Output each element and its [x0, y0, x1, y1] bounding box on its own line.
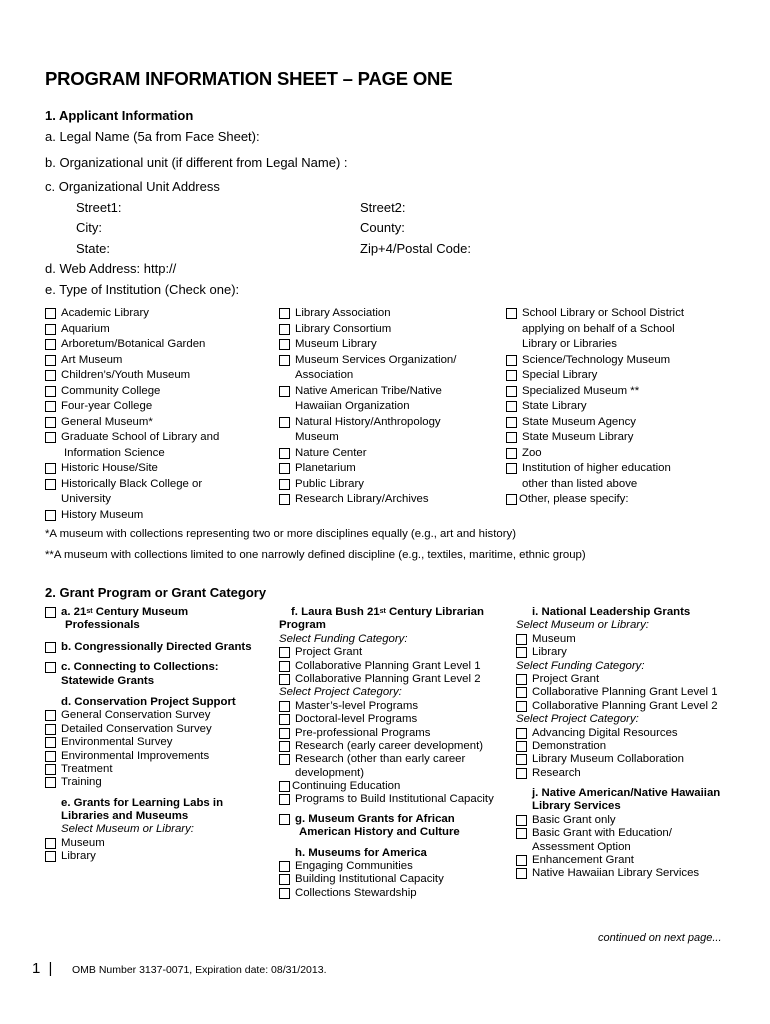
checkbox[interactable]: [45, 777, 56, 788]
checkbox[interactable]: [279, 701, 290, 712]
list-item[interactable]: Library Association: [279, 306, 456, 322]
address-label: c. Organizational Unit Address: [45, 179, 220, 194]
checkbox[interactable]: [516, 687, 527, 698]
grant-heading-j: j. Native American/Native Hawaiian: [532, 787, 721, 800]
grant-heading-e: e. Grants for Learning Labs in: [61, 796, 224, 809]
list-item[interactable]: Research (early career development): [279, 740, 494, 753]
checkbox[interactable]: [279, 647, 290, 658]
checkbox[interactable]: [45, 737, 56, 748]
checkbox[interactable]: [45, 710, 56, 721]
list-item[interactable]: Research: [516, 767, 720, 780]
checkbox[interactable]: [45, 401, 56, 412]
list-item-continued: development): [295, 766, 365, 779]
list-item[interactable]: Library Museum Collaboration: [516, 753, 720, 766]
checkbox[interactable]: [516, 815, 527, 826]
list-item[interactable]: Native American Tribe/Native: [279, 384, 456, 400]
list-item[interactable]: Public Library: [279, 477, 456, 493]
checkbox[interactable]: [45, 463, 56, 474]
checkbox[interactable]: [516, 674, 527, 685]
checkbox[interactable]: [279, 861, 290, 872]
checkbox[interactable]: [279, 463, 290, 474]
checkbox[interactable]: [279, 814, 290, 825]
grant-heading-d: d. Conservation Project Support: [61, 695, 236, 708]
org-unit-label: b. Organizational unit (if different from Legal Name) :: [45, 155, 348, 170]
checkbox[interactable]: [279, 494, 290, 505]
checkbox[interactable]: [279, 754, 290, 765]
checkbox[interactable]: [506, 463, 517, 474]
institution-column-2: [279, 306, 456, 508]
checkbox[interactable]: [45, 607, 56, 618]
list-item[interactable]: Research (other than early career: [279, 753, 494, 766]
checkbox[interactable]: [45, 417, 56, 428]
list-item[interactable]: Project Grant: [279, 646, 494, 659]
grant-option-a[interactable]: a. 21st Century Museum: [45, 606, 252, 619]
checkbox[interactable]: [279, 714, 290, 725]
list-item[interactable]: Detailed Conservation Survey: [45, 723, 252, 736]
list-item[interactable]: History Museum: [45, 508, 219, 524]
checkbox[interactable]: [506, 432, 517, 443]
city-label: City:: [76, 220, 102, 235]
list-item-continued: Information Science: [64, 446, 165, 459]
checkbox[interactable]: [45, 851, 56, 862]
checkbox[interactable]: [45, 764, 56, 775]
checkbox[interactable]: [279, 741, 290, 752]
list-item[interactable]: Children’s/Youth Museum: [45, 368, 219, 384]
list-item[interactable]: Research Library/Archives: [279, 492, 456, 508]
checkbox[interactable]: [45, 386, 56, 397]
footnote-general-museum: *A museum with collections representing two or more disciplines equally (e.g., art and history): [45, 528, 517, 540]
grant-column-1: a. 21st Century Museum Professionals b. Congressionally Directed Grants c. Connecting to Collections: Statewide Grants d. Conservation Project Support General Conservation Survey Detailed Conservation Survey Environmental Survey Environmental Improvements Treatment Training e. Grants for Learning Labs in Libraries and Museums Select Museum or Library: Museum Library: [45, 606, 252, 864]
list-item[interactable]: Science/Technology Museum: [506, 353, 684, 369]
section-1-heading: 1. Applicant Information: [45, 108, 194, 123]
institution-type-label: e. Type of Institution (Check one):: [45, 282, 240, 297]
checkbox[interactable]: [506, 355, 517, 366]
list-item[interactable]: Demonstration: [516, 740, 720, 753]
list-item-continued: Hawaiian Organization: [295, 400, 410, 412]
checkbox[interactable]: [45, 308, 56, 319]
checkbox[interactable]: [279, 308, 290, 319]
list-item-continued: Association: [295, 369, 354, 381]
grant-option-b[interactable]: b. Congressionally Directed Grants: [45, 641, 252, 654]
list-item[interactable]: Institution of higher education: [506, 461, 684, 477]
list-item[interactable]: Programs to Build Institutional Capacity: [279, 793, 494, 806]
list-item[interactable]: Special Library: [506, 368, 684, 384]
checkbox[interactable]: [506, 386, 517, 397]
checkbox[interactable]: [279, 728, 290, 739]
checkbox[interactable]: [45, 339, 56, 350]
grant-column-2: f. Laura Bush 21st Century Librarian Program Select Funding Category: Project Grant Collaborative Planning Grant Level 1 Collaborative Planning Grant Level 2 Select Project Category: Master’s-level Programs Doctoral-level Programs Pre-professional Programs Research (early career development) Research (other than early career development) Continuing Education Programs to Build Institutional Capacity g. Museum Grants for African American History and Culture h. Museums for America Engaging Communities Building Institutional Capacity Collections Stewardship: [279, 606, 494, 899]
checkbox[interactable]: [279, 794, 290, 805]
list-item[interactable]: Other, please specify:: [506, 492, 684, 508]
list-item-continued: Assessment Option: [532, 840, 631, 853]
grant-option-g[interactable]: g. Museum Grants for African: [279, 813, 494, 826]
list-item[interactable]: State Museum Agency: [506, 415, 684, 431]
checkbox[interactable]: [279, 674, 290, 685]
list-item[interactable]: Building Institutional Capacity: [279, 873, 494, 886]
checkbox[interactable]: [516, 647, 527, 658]
list-item[interactable]: Museum Library: [279, 337, 456, 353]
checkbox[interactable]: [516, 741, 527, 752]
checkbox[interactable]: [506, 308, 517, 319]
list-item[interactable]: Nature Center: [279, 446, 456, 462]
zip-label: Zip+4/Postal Code:: [360, 241, 471, 256]
list-item[interactable]: Community College: [45, 384, 219, 400]
checkbox[interactable]: [279, 888, 290, 899]
list-item[interactable]: Environmental Improvements: [45, 750, 252, 763]
checkbox[interactable]: [279, 324, 290, 335]
list-item[interactable]: General Museum*: [45, 415, 219, 431]
list-item-continued: Museum: [295, 431, 339, 443]
omb-number: OMB Number 3137-0071, Expiration date: 08/31/2013.: [72, 964, 327, 976]
list-item[interactable]: Art Museum: [45, 353, 219, 369]
section-2-heading: 2. Grant Program or Grant Category: [45, 585, 267, 600]
list-item[interactable]: Specialized Museum **: [506, 384, 684, 400]
list-item-continued: Library or Libraries: [522, 338, 617, 350]
list-item[interactable]: Four-year College: [45, 399, 219, 415]
checkbox[interactable]: [45, 751, 56, 762]
checkbox[interactable]: [516, 868, 527, 879]
checkbox[interactable]: [506, 401, 517, 412]
checkbox[interactable]: [516, 754, 527, 765]
checkbox[interactable]: [279, 386, 290, 397]
state-label: State:: [76, 241, 110, 256]
list-item[interactable]: Training: [45, 776, 252, 789]
checkbox[interactable]: [279, 339, 290, 350]
list-item[interactable]: Library: [516, 646, 720, 659]
list-item[interactable]: Continuing Education: [279, 780, 494, 793]
list-item[interactable]: Library: [45, 850, 252, 863]
grant-heading-i: i. National Leadership Grants: [532, 606, 691, 618]
list-item-continued: other than listed above: [522, 477, 638, 490]
institution-column-3: [506, 306, 684, 508]
list-item-continued: applying on behalf of a School: [522, 322, 675, 335]
checkbox[interactable]: [516, 701, 527, 712]
checkbox[interactable]: [516, 855, 527, 866]
checkbox[interactable]: [279, 874, 290, 885]
list-item[interactable]: Engaging Communities: [279, 860, 494, 873]
legal-name-label: a. Legal Name (5a from Face Sheet):: [45, 129, 260, 144]
checkbox[interactable]: [279, 661, 290, 672]
footnote-specialized-museum: **A museum with collections limited to one narrowly defined discipline (e.g., textiles, maritime, ethnic group): [45, 549, 586, 561]
street1-label: Street1:: [76, 200, 122, 215]
checkbox[interactable]: [279, 781, 290, 792]
grant-heading-f: f. Laura Bush 21st Century Librarian: [291, 606, 484, 618]
checkbox[interactable]: [45, 324, 56, 335]
list-item[interactable]: Enhancement Grant: [516, 854, 720, 867]
checkbox[interactable]: [516, 828, 527, 839]
grant-column-3: i. National Leadership Grants Select Museum or Library: Museum Library Select Funding Category: Project Grant Collaborative Planning Grant Level 1 Collaborative Planning Grant Level 2 Select Project Category: Advancing Digital Resources Demonstration Library Museum Collaboration Research j. Native American/Native Hawaiian Library Services Basic Grant only Basic Grant with Education/ Assessment Option Enhancement Grant Native Hawaiian Library Services: [516, 606, 721, 880]
checkbox[interactable]: [45, 479, 56, 490]
list-item[interactable]: Natural History/Anthropology: [279, 415, 456, 431]
checkbox[interactable]: [279, 355, 290, 366]
checkbox[interactable]: [45, 370, 56, 381]
list-item[interactable]: Environmental Survey: [45, 736, 252, 749]
list-item[interactable]: Master’s-level Programs: [279, 700, 494, 713]
grant-option-c[interactable]: c. Connecting to Collections:: [45, 661, 252, 674]
checkbox[interactable]: [279, 448, 290, 459]
list-item[interactable]: State Museum Library: [506, 430, 684, 446]
list-item[interactable]: Project Grant: [516, 673, 720, 686]
page-title: PROGRAM INFORMATION SHEET – PAGE ONE: [45, 68, 453, 89]
list-item[interactable]: Collaborative Planning Grant Level 1: [516, 686, 720, 699]
checkbox[interactable]: [506, 370, 517, 381]
list-item[interactable]: Historically Black College or: [45, 477, 219, 493]
grant-heading-h: h. Museums for America: [295, 846, 427, 859]
list-item[interactable]: Zoo: [506, 446, 684, 462]
list-item[interactable]: Museum Services Organization/: [279, 353, 456, 369]
continued-note: continued on next page...: [598, 932, 722, 944]
checkbox[interactable]: [45, 662, 56, 673]
checkbox[interactable]: [45, 724, 56, 735]
checkbox[interactable]: [45, 838, 56, 849]
page-number: 1 |: [32, 960, 53, 977]
list-item[interactable]: Basic Grant only: [516, 814, 720, 827]
checkbox[interactable]: [45, 642, 56, 653]
checkbox[interactable]: [516, 634, 527, 645]
list-item-continued: University: [61, 493, 112, 505]
list-item[interactable]: Collaborative Planning Grant Level 2: [516, 700, 720, 713]
checkbox[interactable]: [506, 494, 517, 505]
list-item[interactable]: Collections Stewardship: [279, 887, 494, 900]
list-item[interactable]: Native Hawaiian Library Services: [516, 867, 720, 880]
list-item[interactable]: General Conservation Survey: [45, 709, 252, 722]
list-item[interactable]: Collaborative Planning Grant Level 1: [279, 660, 494, 673]
checkbox[interactable]: [45, 510, 56, 521]
street2-label: Street2:: [360, 200, 406, 215]
list-item[interactable]: Historic House/Site: [45, 461, 219, 477]
list-item[interactable]: Basic Grant with Education/: [516, 827, 720, 840]
checkbox[interactable]: [506, 417, 517, 428]
list-item[interactable]: Treatment: [45, 763, 252, 776]
list-item[interactable]: School Library or School District: [506, 306, 684, 322]
list-item[interactable]: Doctoral-level Programs: [279, 713, 494, 726]
checkbox[interactable]: [516, 728, 527, 739]
checkbox[interactable]: [45, 355, 56, 366]
institution-column-1: [45, 306, 219, 523]
checkbox[interactable]: [279, 479, 290, 490]
list-item[interactable]: Graduate School of Library and: [45, 430, 219, 446]
list-item[interactable]: Collaborative Planning Grant Level 2: [279, 673, 494, 686]
checkbox[interactable]: [516, 768, 527, 779]
list-item[interactable]: Library Consortium: [279, 322, 456, 338]
checkbox[interactable]: [279, 417, 290, 428]
list-item[interactable]: Academic Library: [45, 306, 219, 322]
list-item[interactable]: Museum: [45, 837, 252, 850]
list-item[interactable]: Aquarium: [45, 322, 219, 338]
list-item[interactable]: Planetarium: [279, 461, 456, 477]
county-label: County:: [360, 220, 405, 235]
checkbox[interactable]: [45, 432, 56, 443]
list-item[interactable]: Museum: [516, 633, 720, 646]
checkbox[interactable]: [506, 448, 517, 459]
list-item[interactable]: Pre-professional Programs: [279, 727, 494, 740]
list-item[interactable]: State Library: [506, 399, 684, 415]
list-item[interactable]: Arboretum/Botanical Garden: [45, 337, 219, 353]
web-address-label: d. Web Address: http://: [45, 261, 177, 276]
list-item[interactable]: Advancing Digital Resources: [516, 727, 720, 740]
